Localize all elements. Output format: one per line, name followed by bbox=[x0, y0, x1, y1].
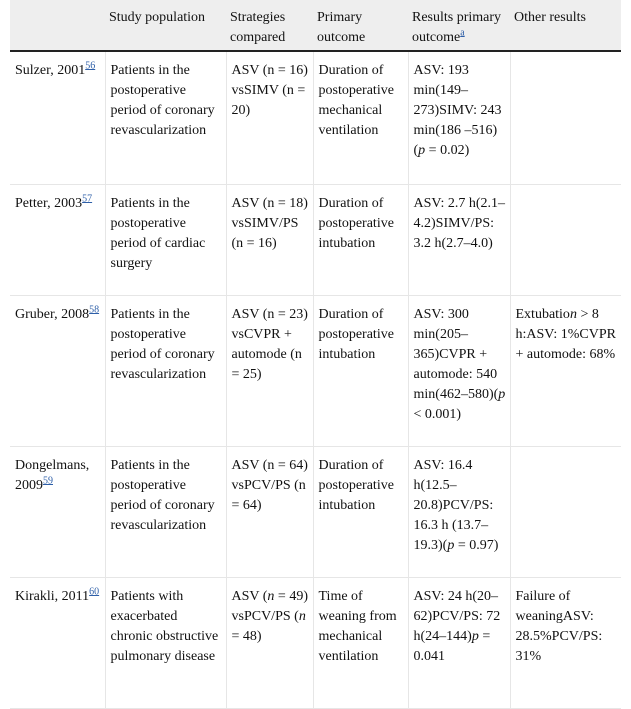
study-cell bbox=[10, 577, 105, 708]
strategies-cell: ASV (n = 23) vsCVPR + automode (n = 25) bbox=[226, 295, 313, 446]
header-results-label: Results primary outcome bbox=[412, 10, 502, 45]
results-text: ASV: 2.7 h(2.1–4.2)SIMV/PS: 3.2 h(2.7–4.0) bbox=[413, 195, 506, 251]
results-text: ASV: 300 min(205–365)CVPR + automode: 540 min(462–580)( bbox=[413, 306, 499, 402]
header-study bbox=[10, 0, 105, 51]
results-cell bbox=[408, 295, 510, 446]
reference-link[interactable]: 60 bbox=[89, 585, 100, 597]
other-text-end: > 8 h:ASV: 1%CVPR + automode: 68% bbox=[515, 306, 616, 362]
results-text: ASV: 24 h(20–62)PCV/PS: 72 h(24–144) bbox=[413, 588, 501, 644]
outcome-cell: Duration of postoperative intubation bbox=[313, 295, 408, 446]
reference-link[interactable]: 57 bbox=[82, 192, 93, 204]
p-symbol: p bbox=[447, 537, 455, 553]
study-cell bbox=[10, 184, 105, 295]
results-cell bbox=[408, 51, 510, 184]
results-text-end: = 0.041 bbox=[413, 628, 491, 664]
p-symbol: p bbox=[418, 143, 426, 158]
results-cell bbox=[408, 184, 510, 295]
results-text: ASV: 193 min(149–273)SIMV: 243 min(186 –516)( bbox=[413, 63, 502, 158]
population-cell: Patients in the postoperative period of cardiac surgery bbox=[105, 184, 226, 295]
header-strategies-compared: Strategies compared bbox=[230, 10, 286, 45]
header-results-primary-outcome bbox=[408, 0, 510, 51]
table-row bbox=[10, 577, 621, 708]
reference-link[interactable]: 58 bbox=[89, 303, 100, 315]
strategies-text: ASV ( bbox=[231, 588, 268, 604]
header-other-results: Other results bbox=[514, 10, 586, 25]
other-results-cell bbox=[510, 295, 621, 446]
outcome-cell: Time of weaning from mechanical ventilation bbox=[313, 577, 408, 708]
study-name: Sulzer, 2001 bbox=[15, 63, 86, 78]
other-results-cell: Failure of weaningASV: 28.5%PCV/PS: 31% bbox=[510, 577, 621, 708]
n-symbol: n bbox=[298, 608, 306, 624]
population-cell: Patients in the postoperative period of coronary revascularization bbox=[105, 295, 226, 446]
table-row bbox=[10, 295, 621, 446]
reference-link[interactable]: 59 bbox=[43, 474, 53, 486]
header-footnote-link[interactable]: a bbox=[460, 27, 465, 39]
study-cell bbox=[10, 51, 105, 184]
outcome-cell: Duration of postoperative intubation bbox=[313, 446, 408, 577]
strategies-cell: ASV (n = 16) vsSIMV (n = 20) bbox=[226, 51, 313, 184]
study-name: Dongelmans, 2009 bbox=[15, 457, 90, 493]
outcome-cell: Duration of postoperative intubation bbox=[313, 184, 408, 295]
header-primary-outcome: Primary outcome bbox=[317, 10, 366, 45]
results-text: ASV: 16.4 h(12.5–20.8)PCV/PS: 16.3 h (13.7–19.3)( bbox=[413, 457, 494, 553]
other-results-cell bbox=[510, 446, 621, 577]
strategies-text-end: = 48) bbox=[231, 628, 262, 644]
population-cell: Patients in the postoperative period of coronary revascularization bbox=[105, 446, 226, 577]
p-symbol: p bbox=[471, 628, 479, 644]
strategies-text-mid: = 49) vsPCV/PS ( bbox=[231, 588, 308, 624]
study-name: Gruber, 2008 bbox=[15, 306, 90, 322]
n-symbol: n bbox=[267, 588, 275, 604]
table-row bbox=[10, 51, 621, 184]
strategies-cell: ASV (n = 18) vsSIMV/PS (n = 16) bbox=[226, 184, 313, 295]
table-row bbox=[10, 446, 621, 577]
studies-table bbox=[10, 0, 621, 709]
results-cell bbox=[408, 577, 510, 708]
study-name: Petter, 2003 bbox=[15, 195, 83, 211]
study-cell bbox=[10, 295, 105, 446]
results-text-end: < 0.001) bbox=[413, 406, 462, 422]
other-text: Extubatio bbox=[515, 306, 570, 322]
population-cell: Patients in the postoperative period of coronary revascularization bbox=[105, 51, 226, 184]
reference-link[interactable]: 56 bbox=[85, 60, 96, 72]
study-name: Kirakli, 2011 bbox=[15, 588, 90, 604]
header-row bbox=[10, 0, 621, 51]
results-cell bbox=[408, 446, 510, 577]
results-text-end: = 0.97) bbox=[454, 537, 499, 553]
strategies-cell bbox=[226, 577, 313, 708]
results-text-end: = 0.02) bbox=[425, 143, 470, 158]
strategies-cell: ASV (n = 64) vsPCV/PS (n = 64) bbox=[226, 446, 313, 577]
table-row bbox=[10, 184, 621, 295]
study-cell bbox=[10, 446, 105, 577]
other-results-cell bbox=[510, 184, 621, 295]
other-results-cell bbox=[510, 51, 621, 184]
header-study-population: Study population bbox=[109, 10, 206, 25]
population-cell: Patients with exacerbated chronic obstructive pulmonary disease bbox=[105, 577, 226, 708]
outcome-cell: Duration of postoperative mechanical ventilation bbox=[313, 51, 408, 184]
n-symbol: n bbox=[569, 306, 577, 322]
p-symbol: p bbox=[498, 386, 506, 402]
